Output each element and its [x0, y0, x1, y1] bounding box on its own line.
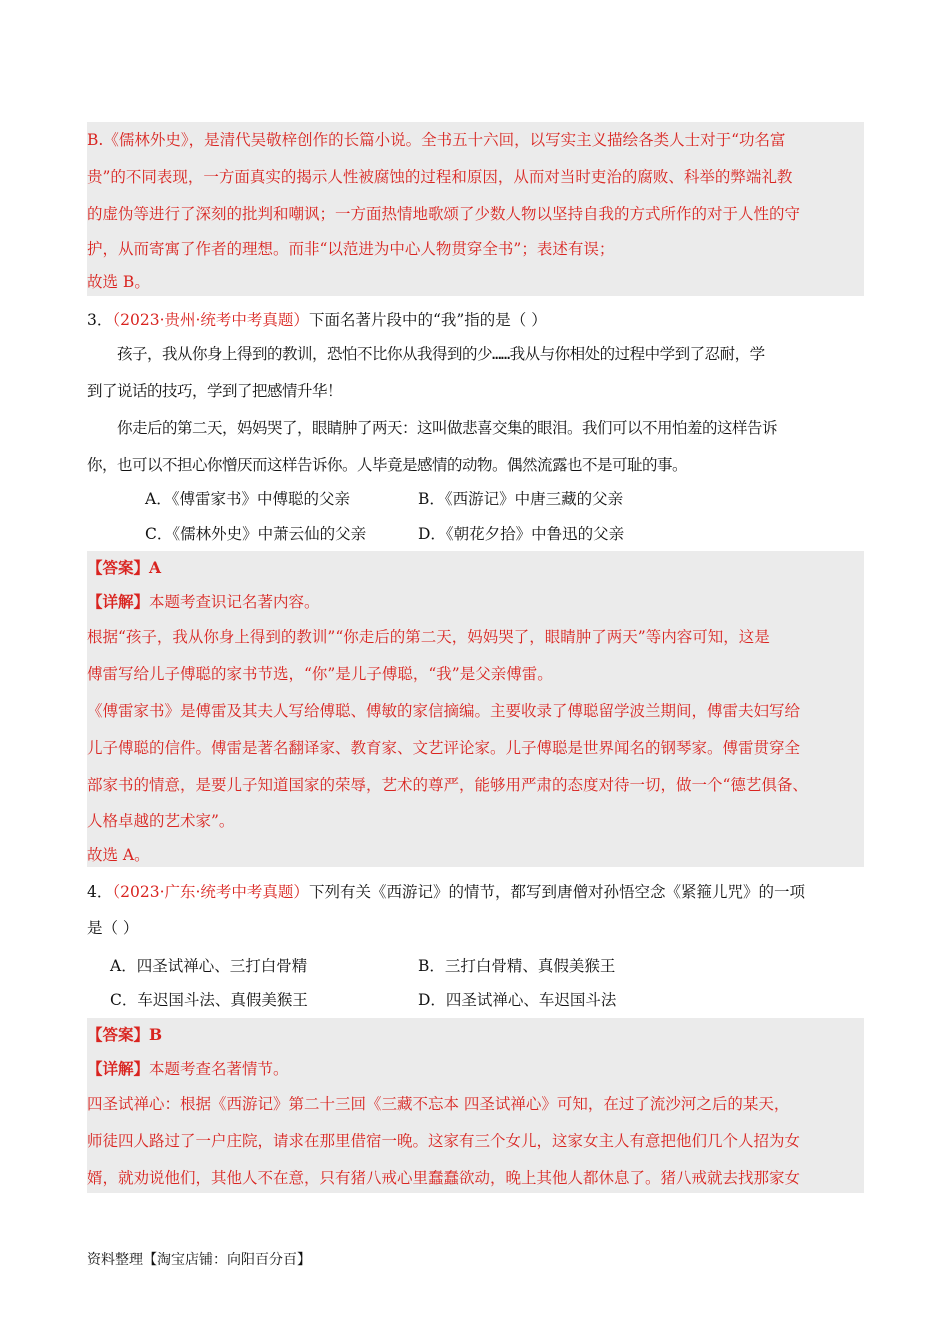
detail-text: 本题考查识记名著内容。	[149, 593, 320, 611]
explanation-line: 四圣试禅心：根据《西游记》第二十三回《三藏不忘本 四圣试禅心》可知，在过了流沙河之后的某天，	[87, 1095, 790, 1113]
page-footer: 资料整理【淘宝店铺：向阳百分百】	[87, 1252, 311, 1268]
passage-line: 你走后的第二天，妈妈哭了，眼睛肿了两天：这叫做悲喜交集的眼泪。我们可以不用怕羞的这样告诉	[117, 419, 778, 437]
option-b: B．《西游记》中唐三藏的父亲	[418, 490, 624, 508]
passage-line: 你，也可以不担心你憎厌而这样告诉你。人毕竟是感情的动物。偶然流露也不是可耻的事。	[87, 456, 688, 474]
explanation-line: 部家书的情意，是要儿子知道国家的荣辱，艺术的尊严，能够用严肃的态度对待一切，做一个“德艺俱备、	[87, 776, 808, 794]
option-a: A．四圣试禅心、三打白骨精	[110, 957, 308, 975]
option-b: B．三打白骨精、真假美猴王	[418, 957, 616, 975]
question-3-passage	[87, 336, 864, 484]
explanation-line: 的虚伪等进行了深刻的批判和嘲讽；一方面热情地歌颂了少数人物以坚持自我的方式所作的对于人性的守	[87, 205, 801, 223]
answer-line: 【答案】A	[87, 558, 162, 577]
explanation-line: 人格卓越的艺术家”。	[87, 812, 235, 830]
explanation-line: 婿，就劝说他们，其他人不在意，只有猪八戒心里蠢蠢欲动，晚上其他人都休息了。猪八戒就去找那家女	[87, 1169, 801, 1187]
explanation-line: B.《儒林外史》，是清代吴敬梓创作的长篇小说。全书五十六回，以写实主义描绘各类人士对于“功名富	[87, 131, 786, 149]
detail-label: 【详解】	[87, 1059, 150, 1078]
question-text: 下面名著片段中的“我”指的是（ ）	[308, 311, 547, 329]
answer-block-q3	[87, 551, 864, 867]
answer-block-q4	[87, 1018, 864, 1193]
option-a: A．《傅雷家书》中傅聪的父亲	[145, 490, 350, 508]
detail-text: 本题考查名著情节。	[149, 1060, 289, 1078]
explanation-line: 儿子傅聪的信件。傅雷是著名翻译家、教育家、文艺评论家。儿子傅聪是世界闻名的钢琴家。傅雷贯穿全	[87, 739, 801, 757]
passage-line: 孩子，我从你身上得到的教训，恐怕不比你从我得到的少……我从与你相处的过程中学到了忍耐，学	[117, 345, 765, 363]
explanation-line: 师徒四人路过了一户庄院，请求在那里借宿一晚。这家有三个女儿，这家女主人有意把他们几个人招为女	[87, 1132, 801, 1150]
question-source: （2023·贵州·统考中考真题）	[112, 311, 309, 329]
question-4-stem-cont: 是（ ）	[87, 919, 139, 937]
option-d: D．四圣试禅心、车迟国斗法	[418, 991, 617, 1009]
option-c: C．《儒林外史》中萧云仙的父亲	[145, 525, 367, 543]
option-d: D．《朝花夕拾》中鲁迅的父亲	[418, 525, 625, 543]
question-number: 3．	[87, 311, 113, 329]
question-source: （2023·广东·统考中考真题）	[112, 883, 309, 901]
conclusion-line: 故选 A。	[87, 846, 150, 864]
detail-line	[87, 585, 864, 619]
option-c: C．车迟国斗法、真假美猴王	[110, 991, 308, 1009]
question-3-stem	[87, 302, 547, 339]
detail-label: 【详解】	[87, 592, 150, 611]
explanation-line: 《傅雷家书》是傅雷及其夫人写给傅聪、傅敏的家信摘编。主要收录了傅聪留学波兰期间，傅雷夫妇写给	[87, 702, 801, 720]
explanation-line: 傅雷写给儿子傅聪的家书节选，“你”是儿子傅聪，“我”是父亲傅雷。	[87, 665, 553, 683]
explanation-line: 根据“孩子，我从你身上得到的教训”“你走后的第二天，妈妈哭了，眼睛肿了两天”等内容可知，这是	[87, 628, 770, 646]
detail-line	[87, 1052, 864, 1086]
question-4-stem	[87, 874, 805, 911]
passage-line: 到了说话的技巧，学到了把感情升华！	[87, 382, 343, 400]
answer-block-b	[87, 122, 864, 296]
question-text: 下列有关《西游记》的情节，都写到唐僧对孙悟空念《紧箍儿咒》的一项	[308, 883, 805, 901]
answer-line: 【答案】B	[87, 1025, 163, 1044]
explanation-line: 贵”的不同表现，一方面真实的揭示人性被腐蚀的过程和原因，从而对当时吏治的腐败、科举的弊端礼教	[87, 168, 793, 186]
explanation-line: 护，从而寄寓了作者的理想。而非“以范进为中心人物贯穿全书”；表述有误；	[87, 240, 615, 258]
conclusion-line: 故选 B。	[87, 273, 150, 291]
question-number: 4．	[87, 883, 113, 901]
